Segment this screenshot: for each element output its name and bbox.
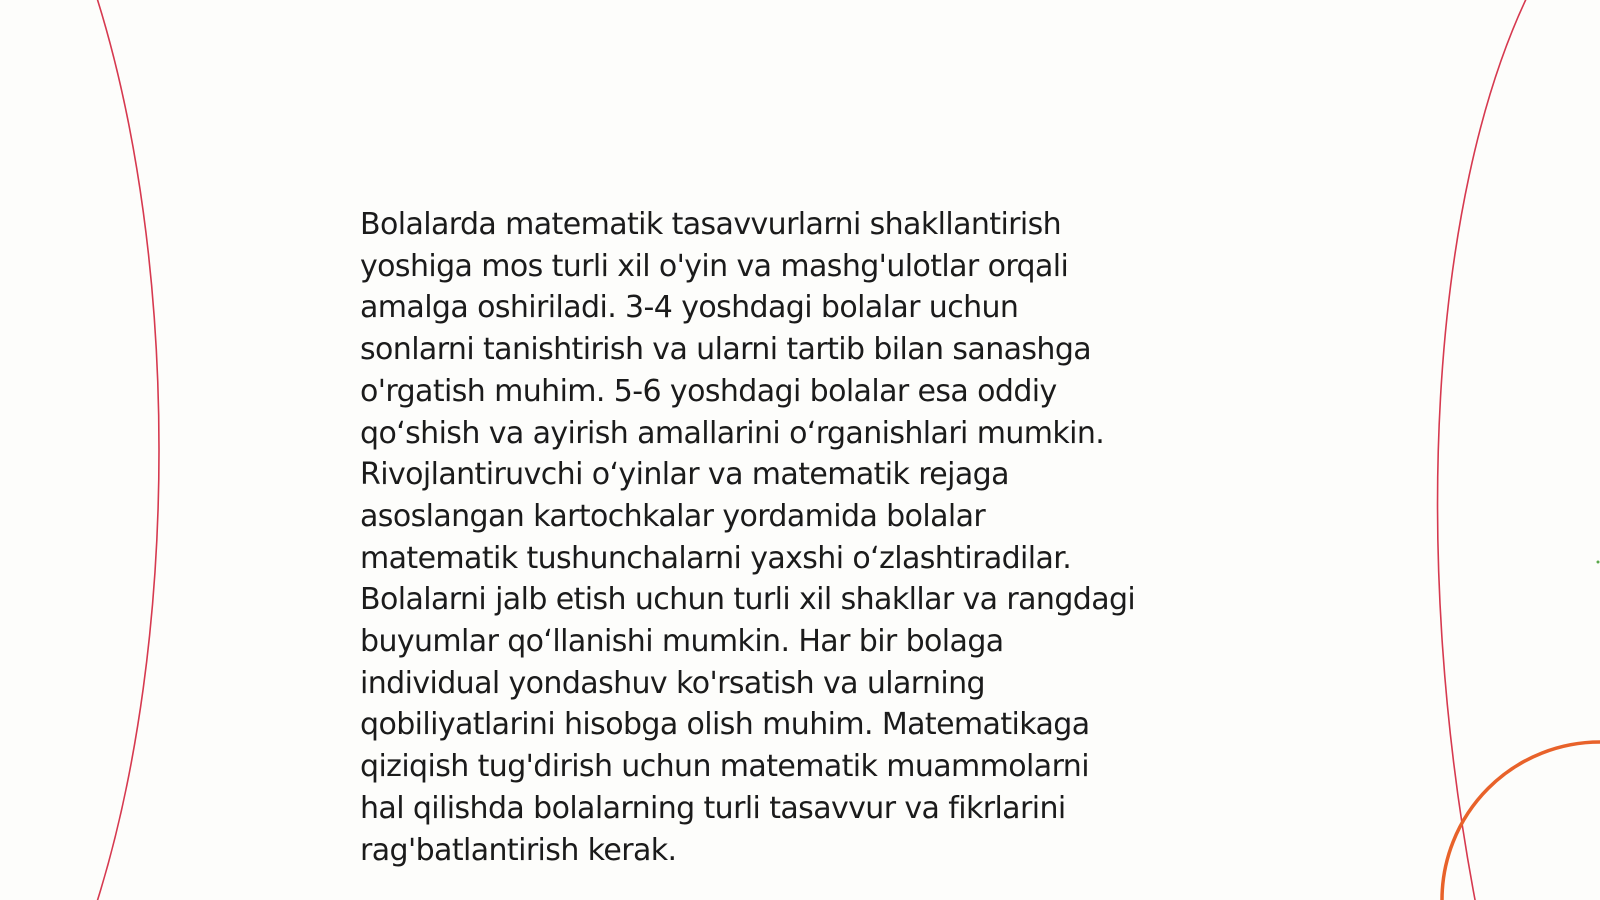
left-curve-line [96,0,159,900]
orange-accent-circle [1442,742,1600,900]
body-text: Bolalarda matematik tasavvurlarni shakllantirish yoshiga mos turli xil o'yin va mashg'ulotlar orqali amalga oshiriladi. 3-4 yoshdagi bolalar uchun sonlarni tanishtirish va ularni tartib bilan sanashga o'rgatish muhim. 5-6 yoshdagi bolalar esa oddiy qo‘shish va ayirish amallarini o‘rganishlari mumkin. Rivojlantiruvchi o‘yinlar va matematik rejaga asoslangan kartochkalar yordamida bolalar matematik tushunchalarni yaxshi o‘zlashtiradilar. Bolalarni jalb etish uchun turli xil shakllar va rangdagi buyumlar qo‘llanishi mumkin. Har bir bolaga individual yondashuv ko'rsatish va ularning qobiliyatlarini hisobga olish muhim. Matematikaga qiziqish tug'dirish uchun matematik muammolarni hal qilishda bolalarning turli tasavvur va fikrlarini rag'batlantirish kerak. [360,207,1136,868]
right-curve-line [1438,0,1528,900]
green-accent-dot [1597,561,1600,564]
